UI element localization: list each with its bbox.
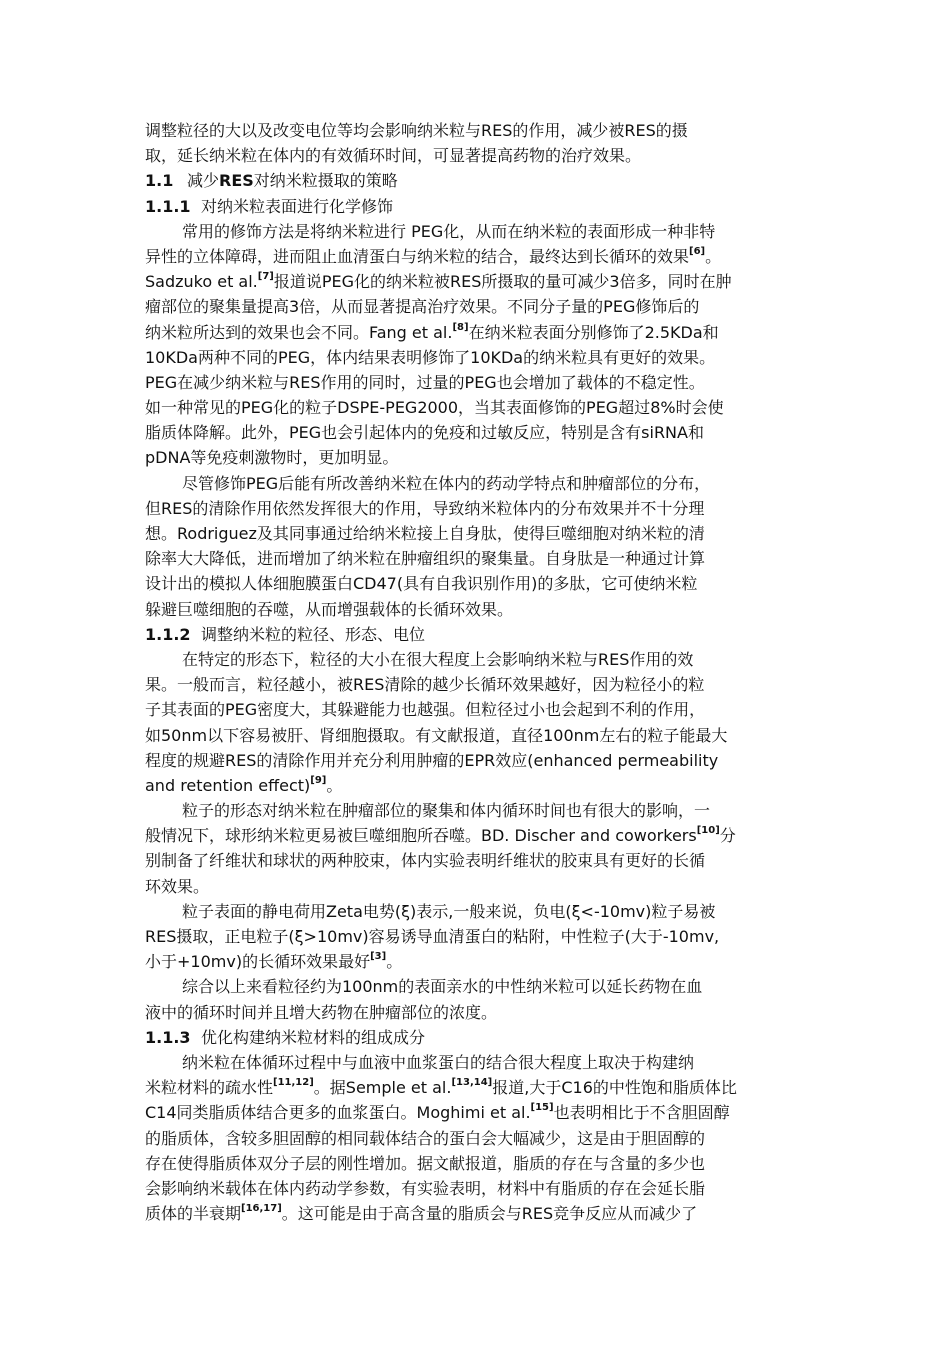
text-span: 小于+10mv)的长循环效果最好 — [145, 952, 371, 972]
text-span: and retention effect) — [145, 775, 311, 795]
citation-ref: [9] — [310, 774, 327, 786]
citation-ref: [10] — [696, 825, 720, 837]
text-span: 报道,大于C16的中性饱和脂质体比 — [492, 1078, 737, 1098]
text-line: 粒子表面的静电荷用Zeta电势(ξ)表示,一般来说，负电(ξ<-10mv)粒子易被 — [182, 901, 716, 921]
section-heading-1-1-2 — [145, 622, 813, 647]
citation-ref: [6] — [689, 245, 706, 257]
text-line: 会影响纳米载体在体内药动学参数，有实验表明，材料中有脂质的存在会延长脂 — [145, 1178, 706, 1198]
text-span: 质体的半衰期 — [145, 1204, 242, 1224]
text-span: 。 — [705, 246, 722, 266]
text-line: 程度的规避RES的清除作用并充分利用肿瘤的EPR效应(enhanced permeability — [145, 750, 719, 770]
text-line: 存在使得脂质体双分子层的刚性增加。据文献报道，脂质的存在与含量的多少也 — [145, 1153, 706, 1173]
text-line: 设计出的模拟人体细胞膜蛋白CD47(具有自我识别作用)的多肽，它可使纳米粒 — [145, 574, 698, 594]
paragraph-surface-charge — [145, 899, 813, 975]
text-line: 如一种常见的PEG化的粒子DSPE-PEG2000，当其表面修饰的PEG超过8%时会使 — [145, 398, 724, 418]
paragraph-material-composition — [145, 1050, 813, 1226]
text-line — [145, 320, 813, 345]
text-span: 在纳米粒表面分别修饰了2.5KDa和 — [468, 322, 719, 342]
citation-ref: [15] — [530, 1102, 554, 1114]
text-line: 尽管修饰PEG后能有所改善纳米粒在体内的药动学特点和肿瘤部位的分布， — [182, 473, 711, 493]
section-heading-1-1-1 — [145, 194, 813, 219]
text-span: 。这可能是由于高含量的脂质会与RES竞争反应从而减少了 — [281, 1204, 698, 1224]
text-line: 纳米粒在体循环过程中与血液中血浆蛋白的结合很大程度上取决于构建纳 — [182, 1052, 695, 1072]
text-line: 粒子的形态对纳米粒在肿瘤部位的聚集和体内循环时间也有很大的影响，一 — [182, 801, 711, 821]
text-line: 如50nm以下容易被肝、肾细胞摄取。有文献报道，直径100nm左右的粒子能最大 — [145, 725, 728, 745]
section-title: 调整纳米粒的粒径、形态、电位 — [201, 624, 426, 644]
citation-ref: [7] — [257, 271, 274, 283]
text-line — [145, 269, 813, 294]
text-line: 除率大大降低，进而增加了纳米粒在肿瘤组织的聚集量。自身肽是一种通过计算 — [145, 549, 706, 569]
text-line: 10KDa两种不同的PEG，体内结果表明修饰了10KDa的纳米粒具有更好的效果。 — [145, 347, 716, 367]
text-line: 综合以上来看粒径约为100nm的表面亲水的中性纳米粒可以延长药物在血 — [182, 977, 703, 997]
section-number: 1.1.1 — [145, 196, 191, 216]
text-line: PEG在减少纳米粒与RES作用的同时，过量的PEG也会增加了载体的不稳定性。 — [145, 372, 705, 392]
paragraph-peg-modification — [145, 219, 813, 471]
text-span: 般情况下，球形纳米粒更易被巨噬细胞所吞噬。BD. Discher and coworkers — [145, 826, 697, 846]
section-title: 对纳米粒表面进行化学修饰 — [201, 196, 394, 216]
paragraph-summary — [145, 974, 813, 1024]
text-span: 纳米粒所达到的效果也会不同。Fang et al. — [145, 322, 453, 342]
intro-paragraph — [145, 118, 813, 168]
paragraph-particle-size — [145, 647, 813, 798]
text-line: 脂质体降解。此外，PEG也会引起体内的免疫和过敏反应，特别是含有siRNA和 — [145, 423, 704, 443]
text-span: 。 — [326, 775, 343, 795]
text-line: RES摄取，正电粒子(ξ>10mv)容易诱导血清蛋白的粘附，中性粒子(大于-10mv, — [145, 927, 720, 946]
text-line: 取，延长纳米粒在体内的有效循环时间，可显著提高药物的治疗效果。 — [145, 146, 642, 166]
text-span: 分 — [719, 826, 736, 846]
text-span: 。 — [386, 952, 403, 972]
text-line — [145, 823, 813, 848]
section-number: 1.1.3 — [145, 1027, 191, 1047]
citation-ref: [11,12] — [273, 1077, 314, 1089]
text-line: 调整粒径的大以及改变电位等均会影响纳米粒与RES的作用，减少被RES的摄 — [145, 121, 688, 140]
section-heading-1-1-3 — [145, 1025, 813, 1050]
citation-ref: [16,17] — [241, 1203, 282, 1215]
text-line: 环效果。 — [145, 876, 210, 896]
text-line: 的脂质体，含较多胆固醇的相同载体结合的蛋白会大幅减少，这是由于胆固醇的 — [145, 1128, 706, 1148]
text-line: 在特定的形态下，粒径的大小在很大程度上会影响纳米粒与RES作用的效 — [182, 649, 694, 669]
section-heading-1-1 — [145, 168, 813, 193]
text-span: 也表明相比于不含胆固醇 — [553, 1103, 730, 1123]
text-line: 液中的循环时间并且增大药物在肿瘤部位的浓度。 — [145, 1002, 498, 1022]
text-line — [145, 1201, 813, 1226]
text-span: C14同类脂质体结合更多的血浆蛋白。Moghimi et al. — [145, 1103, 531, 1123]
text-line: pDNA等免疫刺激物时，更加明显。 — [145, 448, 399, 468]
text-line — [145, 1075, 813, 1100]
citation-ref: [8] — [452, 321, 469, 333]
paragraph-particle-shape — [145, 798, 813, 899]
text-line: 躲避巨噬细胞的吞噬，从而增强载体的长循环效果。 — [145, 599, 514, 619]
citation-ref: [3] — [370, 951, 387, 963]
text-line: 瘤部位的聚集量提高3倍，从而显著提高治疗效果。不同分子量的PEG修饰后的 — [145, 297, 700, 317]
section-title-suffix: 对纳米粒摄取的策略 — [253, 171, 398, 191]
text-span: Sadzuko et al. — [145, 272, 258, 292]
section-number: 1.1.2 — [145, 624, 191, 644]
citation-ref: [13,14] — [451, 1077, 493, 1089]
section-title-bold: RES — [219, 171, 254, 191]
text-line — [145, 244, 813, 269]
text-line: 子其表面的PEG密度大，其躲避能力也越强。但粒径过小也会起到不利的作用， — [145, 700, 706, 720]
text-span: 异性的立体障碍，进而阻止血清蛋白与纳米粒的结合，最终达到长循环的效果 — [145, 246, 690, 266]
text-line — [145, 949, 813, 974]
text-span: 。据Semple et al. — [313, 1078, 452, 1098]
text-line: 别制备了纤维状和球状的两种胶束，体内实验表明纤维状的胶束具有更好的长循 — [145, 851, 706, 871]
text-span: 米粒材料的疏水性 — [145, 1078, 274, 1098]
paragraph-self-peptide — [145, 471, 813, 622]
text-span: 报道说PEG化的纳米粒被RES所摄取的量可减少3倍多，同时在肿 — [273, 272, 732, 292]
section-title-prefix: 减少 — [187, 171, 220, 191]
text-line: 常用的修饰方法是将纳米粒进行 PEG化，从而在纳米粒的表面形成一种非特 — [182, 221, 716, 241]
text-line: 果。一般而言，粒径越小，被RES清除的越少长循环效果越好，因为粒径小的粒 — [145, 675, 705, 695]
text-line: 但RES的清除作用依然发挥很大的作用，导致纳米粒体内的分布效果并不十分理 — [145, 498, 705, 518]
text-line — [145, 773, 813, 798]
document-body — [145, 118, 813, 1226]
text-line — [145, 1100, 813, 1125]
text-line: 想。Rodriguez及其同事通过给纳米粒接上自身肽，使得巨噬细胞对纳米粒的清 — [145, 524, 705, 543]
section-number: 1.1 — [145, 171, 174, 191]
section-title: 优化构建纳米粒材料的组成成分 — [201, 1027, 426, 1047]
